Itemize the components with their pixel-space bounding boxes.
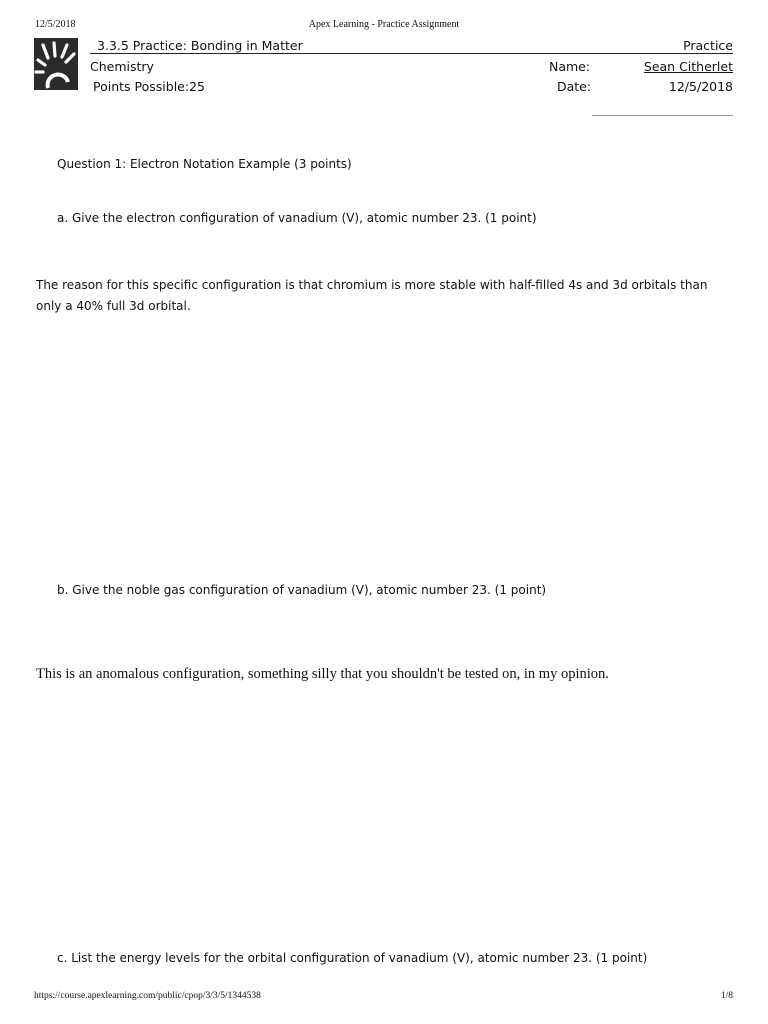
date-label: Date: — [557, 79, 592, 94]
question-1a: a. Give the electron configuration of vanadium (V), atomic number 23. (1 point) — [57, 211, 537, 225]
question-1b: b. Give the noble gas configuration of vanadium (V), atomic number 23. (1 point) — [57, 583, 547, 597]
name-label: Name: — [549, 59, 591, 74]
question-1-heading: Question 1: Electron Notation Example (3 points) — [57, 157, 352, 171]
date-underline — [592, 115, 733, 116]
title-divider — [90, 53, 733, 54]
assignment-title: 3.3.5 Practice: Bonding in Matter — [97, 38, 303, 53]
assignment-type: Practice — [683, 38, 733, 53]
footer-url: https://course.apexlearning.com/public/cpop/3/3/5/1344538 — [34, 991, 261, 1001]
subject: Chemistry — [90, 59, 154, 74]
print-date: 12/5/2018 — [35, 19, 76, 30]
name-value: Sean Citherlet — [643, 59, 733, 74]
print-page-title: Apex Learning - Practice Assignment — [308, 19, 460, 30]
date-value: 12/5/2018 — [668, 79, 733, 94]
question-1c: c. List the energy levels for the orbital configuration of vanadium (V), atomic number 23. (1 point) — [57, 951, 648, 965]
answer-1a: The reason for this specific configuration is that chromium is more stable with half-filled 4s and 3d orbitals than only a 40% full 3d orbital. — [36, 278, 708, 313]
answer-1b: This is an anomalous configuration, something silly that you shouldn't be tested on, in my opinion. — [36, 666, 609, 682]
page-number: 1/8 — [720, 991, 733, 1001]
apex-learning-logo-icon — [34, 38, 78, 90]
points-possible: Points Possible:25 — [93, 79, 205, 94]
